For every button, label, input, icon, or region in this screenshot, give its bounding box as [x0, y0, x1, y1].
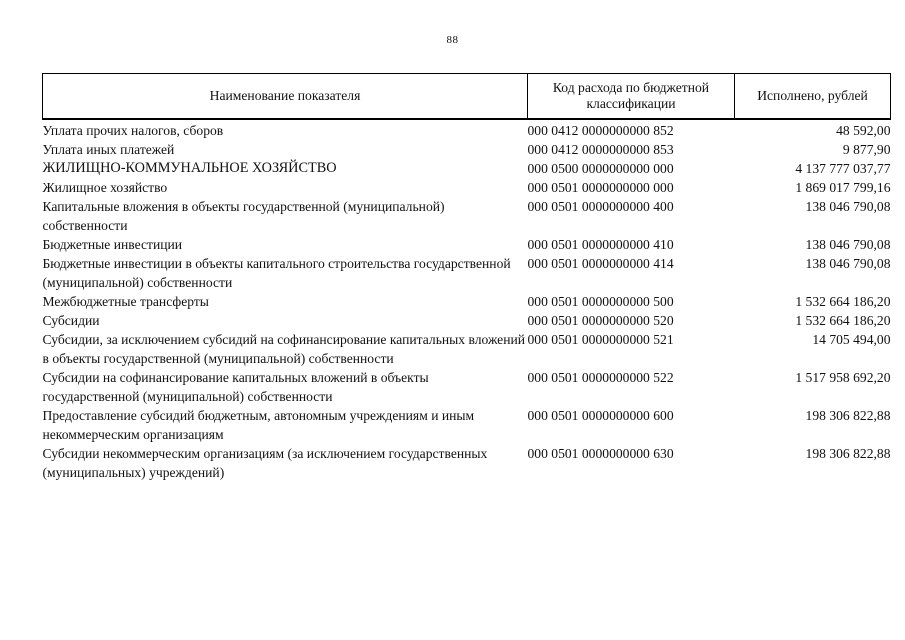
table-row: [43, 254, 891, 292]
row-name: Уплата прочих налогов, сборов: [42, 123, 224, 138]
budget-execution-table: [42, 73, 891, 482]
row-code: 000 0500 0000000000 000: [527, 161, 674, 176]
table-row: [43, 368, 891, 406]
row-name: Жилищное хозяйство: [42, 180, 168, 195]
row-name: Субсидии, за исключением субсидий на софинансирование капитальных вложений в объекты государственной (муниципальной) собственности: [42, 332, 526, 366]
table-row: [43, 292, 891, 311]
table-row: [43, 140, 891, 159]
table-row: [43, 330, 891, 368]
header-budget-code: Код расхода по бюджетной классификации: [528, 74, 735, 120]
row-amount: 198 306 822,88: [805, 408, 891, 423]
row-name: Субсидии на софинансирование капитальных вложений в объекты государственной (муниципальной) собственности: [42, 370, 429, 404]
row-name: ЖИЛИЩНО-КОММУНАЛЬНОЕ ХОЗЯЙСТВО: [42, 160, 337, 176]
row-code: 000 0501 0000000000 522: [527, 370, 674, 385]
row-amount: 138 046 790,08: [805, 199, 891, 214]
row-code: 000 0412 0000000000 853: [527, 142, 674, 157]
row-amount: 1 869 017 799,16: [795, 180, 891, 195]
row-code: 000 0501 0000000000 500: [527, 294, 674, 309]
row-code: 000 0501 0000000000 600: [527, 408, 674, 423]
table-row: [43, 119, 891, 140]
row-amount: 9 877,90: [842, 142, 891, 157]
row-name: Субсидии некоммерческим организациям (за исключением государственных (муниципальных) учреждений): [42, 446, 488, 480]
row-name: Бюджетные инвестиции: [42, 237, 183, 252]
table-row: [43, 178, 891, 197]
table-row: [43, 311, 891, 330]
row-code: 000 0501 0000000000 521: [527, 332, 674, 347]
row-amount: 14 705 494,00: [812, 332, 891, 347]
row-name: Межбюджетные трансферты: [42, 294, 209, 309]
table-row-section: [43, 159, 891, 178]
row-name: Капитальные вложения в объекты государственной (муниципальной) собственности: [42, 199, 445, 233]
row-name: Предоставление субсидий бюджетным, автономным учреждениям и иным некоммерческим организациям: [42, 408, 475, 442]
row-name: Бюджетные инвестиции в объекты капитального строительства государственной (муниципальной) собственности: [42, 256, 511, 290]
table-header-row: [43, 74, 891, 120]
row-amount: 138 046 790,08: [805, 237, 891, 252]
row-amount: 1 532 664 186,20: [795, 313, 891, 328]
row-amount: 4 137 777 037,77: [795, 161, 891, 176]
row-code: 000 0501 0000000000 520: [527, 313, 674, 328]
row-name: Субсидии: [42, 313, 100, 328]
row-code: 000 0501 0000000000 630: [527, 446, 674, 461]
table-row: [43, 444, 891, 482]
row-code: 000 0501 0000000000 000: [527, 180, 674, 195]
row-code: 000 0412 0000000000 852: [527, 123, 674, 138]
row-name: Уплата иных платежей: [42, 142, 175, 157]
row-amount: 138 046 790,08: [805, 256, 891, 271]
row-amount: 48 592,00: [836, 123, 891, 138]
row-code: 000 0501 0000000000 400: [527, 199, 674, 214]
header-executed-amount: Исполнено, рублей: [735, 74, 891, 120]
table-row: [43, 197, 891, 235]
table-row: [43, 406, 891, 444]
page-number: 88: [446, 34, 459, 46]
row-code: 000 0501 0000000000 414: [527, 256, 674, 271]
header-indicator-name: Наименование показателя: [43, 74, 528, 120]
row-amount: 198 306 822,88: [805, 446, 891, 461]
row-amount: 1 532 664 186,20: [795, 294, 891, 309]
table-row: [43, 235, 891, 254]
row-amount: 1 517 958 692,20: [795, 370, 891, 385]
row-code: 000 0501 0000000000 410: [527, 237, 674, 252]
